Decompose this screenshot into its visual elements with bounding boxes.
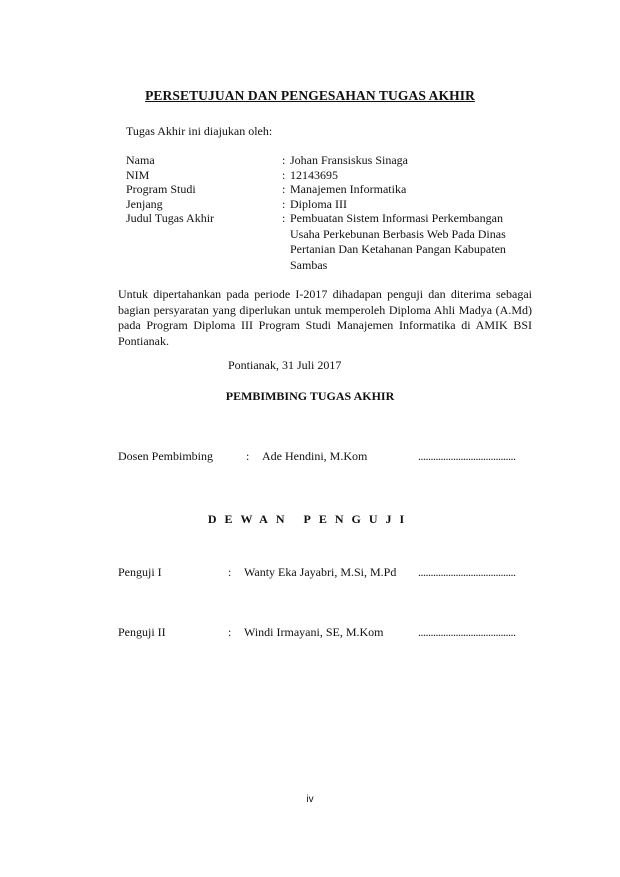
page-number: iv: [306, 794, 314, 805]
field-label-judul: Judul Tugas Akhir: [126, 211, 215, 225]
field-label-nama: Nama: [126, 153, 155, 167]
field-label-jenjang: Jenjang: [126, 197, 163, 211]
pembimbing-label: Dosen Pembimbing: [118, 449, 213, 463]
field-value-program-studi: Manajemen Informatika: [290, 182, 407, 196]
pembimbing-heading: PEMBIMBING TUGAS AKHIR: [225, 389, 395, 403]
signature-line: .......................................: [418, 625, 516, 639]
field-colon: :: [282, 211, 286, 225]
field-value-nim: 12143695: [290, 168, 338, 182]
penguji-1-label: Penguji I: [118, 565, 162, 579]
page-title: PERSETUJUAN DAN PENGESAHAN TUGAS AKHIR: [145, 88, 475, 103]
signature-line: .......................................: [418, 565, 516, 579]
intro-text: Tugas Akhir ini diajukan oleh:: [126, 124, 273, 138]
penguji-2-label: Penguji II: [118, 625, 166, 639]
penguji-1-name: Wanty Eka Jayabri, M.Si, M.Pd: [244, 565, 397, 579]
field-colon: :: [282, 182, 286, 196]
place-date: Pontianak, 31 Juli 2017: [228, 358, 342, 372]
field-colon: :: [282, 168, 286, 182]
signature-line: .......................................: [418, 449, 516, 463]
pembimbing-colon: :: [246, 449, 250, 463]
field-label-program-studi: Program Studi: [126, 182, 196, 196]
field-colon: :: [282, 197, 286, 211]
field-colon: :: [282, 153, 286, 167]
pembimbing-name: Ade Hendini, M.Kom: [262, 449, 368, 463]
penguji-2-name: Windi Irmayani, SE, M.Kom: [244, 625, 384, 639]
dewan-penguji-heading: DEWAN PENGUJI: [207, 512, 413, 526]
field-value-jenjang: Diploma III: [290, 197, 347, 211]
field-value-nama: Johan Fransiskus Sinaga: [290, 153, 408, 167]
penguji-2-colon: :: [228, 625, 232, 639]
field-label-nim: NIM: [126, 168, 150, 182]
field-value-judul: Pembuatan Sistem Informasi Perkembangan Usaha Perkebunan Berbasis Web Pada Dinas Pertanian Dan Ketahanan Pangan Kabupaten Sambas: [290, 211, 506, 272]
penguji-1-colon: :: [228, 565, 232, 579]
body-paragraph: Untuk dipertahankan pada periode I-2017 dihadapan penguji dan diterima sebagai bagian persyaratan yang diperlukan untuk memperoleh Diploma Ahli Madya (A.Md) pada Program Diploma III Program Studi Manajemen Informatika di AMIK BSI Pontianak.: [118, 287, 532, 348]
